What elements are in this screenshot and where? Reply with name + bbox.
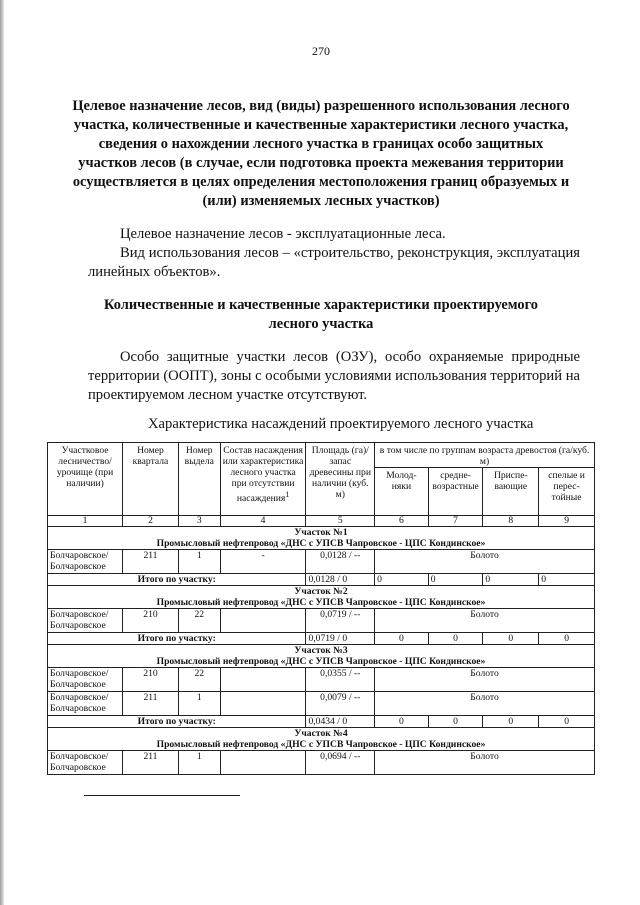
vydel-cell: 22 [178, 609, 220, 633]
page-body [47, 0, 595, 796]
column-number: 7 [428, 516, 483, 527]
sostav-cell [220, 692, 306, 716]
sostav-cell [220, 609, 306, 633]
column-number: 5 [306, 516, 375, 527]
column-number: 6 [375, 516, 429, 527]
header-age-groups: в том числе по группам возраста древостоя (га/куб. м) [375, 443, 595, 468]
pipeline-name: Промысловый нефтепровод «ДНС с УПСВ Чапровское - ЦПС Кондинское» [156, 739, 486, 750]
sostav-cell [220, 668, 306, 692]
vydel-cell: 1 [178, 751, 220, 775]
kvartal-cell: 211 [123, 692, 179, 716]
section-header [48, 527, 595, 550]
land-category-cell: Болото [375, 692, 595, 716]
forestry-cell: Болчаровское/ Болчаровское [48, 609, 123, 633]
section-name: Участок №3 [294, 645, 348, 656]
sostav-cell: - [220, 550, 306, 574]
section-header-row [48, 728, 595, 751]
total-age-cell: 0 [483, 633, 539, 645]
forestry-cell: Болчаровское/ Болчаровское [48, 692, 123, 716]
total-area-cell: 0,0128 / 0 [306, 574, 375, 586]
section-name: Участок №1 [294, 527, 348, 538]
pipeline-name: Промысловый нефтепровод «ДНС с УПСВ Чапровское - ЦПС Кондинское» [156, 597, 486, 608]
sostav-cell [220, 751, 306, 775]
header-forestry: Участковое лесничество/ урочище (при наличии) [48, 443, 123, 516]
forest-purpose: Целевое назначение лесов - эксплуатационные леса. [120, 226, 446, 242]
header-vydel: Номер выдела [178, 443, 220, 516]
use-type: Вид использования лесов – «строительство, реконструкция, эксплуатация линейных объектов». [88, 245, 580, 280]
pipeline-name: Промысловый нефтепровод «ДНС с УПСВ Чапровское - ЦПС Кондинское» [156, 656, 486, 667]
page-number: 270 [312, 44, 330, 58]
header-age-middle: средне-возрастные [428, 468, 483, 516]
vydel-cell: 1 [178, 550, 220, 574]
header-age-mature: спелые и перес-тойные [539, 468, 595, 516]
total-age-cell: 0 [375, 716, 429, 728]
land-category-cell: Болото [375, 609, 595, 633]
pipeline-name: Промысловый нефтепровод «ДНС с УПСВ Чапровское - ЦПС Кондинское» [156, 538, 486, 549]
section-header [48, 728, 595, 751]
column-number: 2 [123, 516, 179, 527]
total-age-cell: 0 [428, 633, 483, 645]
header-sostav-text: Состав насаждения или характеристика лесного участка при отсутствии насаждения [222, 445, 304, 505]
land-category-cell: Болото [375, 751, 595, 775]
total-age-cell: 0 [428, 716, 483, 728]
total-age-cell: 0 [539, 574, 595, 586]
area-cell: 0,0694 / -- [306, 751, 375, 775]
header-area: Площадь (га)/ запас древесины при наличии (куб. м) [306, 443, 375, 516]
total-area-cell: 0,0434 / 0 [306, 716, 375, 728]
area-cell: 0,0128 / -- [306, 550, 375, 574]
section-header [48, 645, 595, 668]
area-cell: 0,0719 / -- [306, 609, 375, 633]
total-age-cell: 0 [483, 716, 539, 728]
ozu-text: Особо защитные участки лесов (ОЗУ), особо охраняемые природные территории (ООПТ), зоны с особыми условиями использования территорий на проектируемом лесном участке отсутствуют. [88, 349, 580, 403]
total-label: Итого по участку: [48, 633, 306, 645]
vydel-cell: 1 [178, 692, 220, 716]
scan-edge [0, 0, 4, 905]
table-row [48, 609, 595, 633]
subtitle: Количественные и качественные характеристики проектируемого лесного участка [104, 297, 538, 332]
total-age-cell: 0 [539, 716, 595, 728]
table-row [48, 751, 595, 775]
column-number: 8 [483, 516, 539, 527]
footnote-mark: 1 [285, 490, 290, 499]
total-age-cell: 0 [483, 574, 539, 586]
total-age-cell: 0 [375, 574, 429, 586]
section-header-row [48, 645, 595, 668]
header-kvartal: Номер квартала [123, 443, 179, 516]
area-cell: 0,0355 / -- [306, 668, 375, 692]
total-row [48, 716, 595, 728]
total-row [48, 574, 595, 586]
section-header-row [48, 586, 595, 609]
table-row [48, 668, 595, 692]
column-number: 9 [539, 516, 595, 527]
header-age-young: Молод-няки [375, 468, 429, 516]
forestry-cell: Болчаровское/ Болчаровское [48, 550, 123, 574]
total-label: Итого по участку: [48, 574, 306, 586]
header-sostav [220, 443, 306, 516]
header-age-ripening: Приспе-вающие [483, 468, 539, 516]
table-row [48, 550, 595, 574]
table-row [48, 692, 595, 716]
total-label: Итого по участку: [48, 716, 306, 728]
total-area-cell: 0,0719 / 0 [306, 633, 375, 645]
land-category-cell: Болото [375, 668, 595, 692]
section-name: Участок №4 [294, 728, 348, 739]
kvartal-cell: 211 [123, 751, 179, 775]
total-row [48, 633, 595, 645]
total-age-cell: 0 [375, 633, 429, 645]
column-number: 1 [48, 516, 123, 527]
kvartal-cell: 210 [123, 609, 179, 633]
total-age-cell: 0 [428, 574, 483, 586]
column-number: 4 [220, 516, 306, 527]
plantation-table [47, 442, 595, 775]
section-title: Целевое назначение лесов, вид (виды) разрешенного использования лесного участка, количественные и качественные характеристики лесного участка, сведения о нахождении лесного участка в границах особо защитных участков лесов (в случае, если подготовка проекта межевания территории осуществляется в целях определения местоположения границ образуемых и (или) изменяемых лесных участков) [72, 98, 570, 209]
kvartal-cell: 210 [123, 668, 179, 692]
section-name: Участок №2 [294, 586, 348, 597]
forestry-cell: Болчаровское/ Болчаровское [48, 751, 123, 775]
section-header-row [48, 527, 595, 550]
total-age-cell: 0 [539, 633, 595, 645]
column-number: 3 [178, 516, 220, 527]
table-caption: Характеристика насаждений проектируемого лесного участка [148, 416, 534, 432]
forestry-cell: Болчаровское/ Болчаровское [48, 668, 123, 692]
footnote-divider [84, 795, 240, 796]
kvartal-cell: 211 [123, 550, 179, 574]
vydel-cell: 22 [178, 668, 220, 692]
area-cell: 0,0079 / -- [306, 692, 375, 716]
land-category-cell: Болото [375, 550, 595, 574]
section-header [48, 586, 595, 609]
